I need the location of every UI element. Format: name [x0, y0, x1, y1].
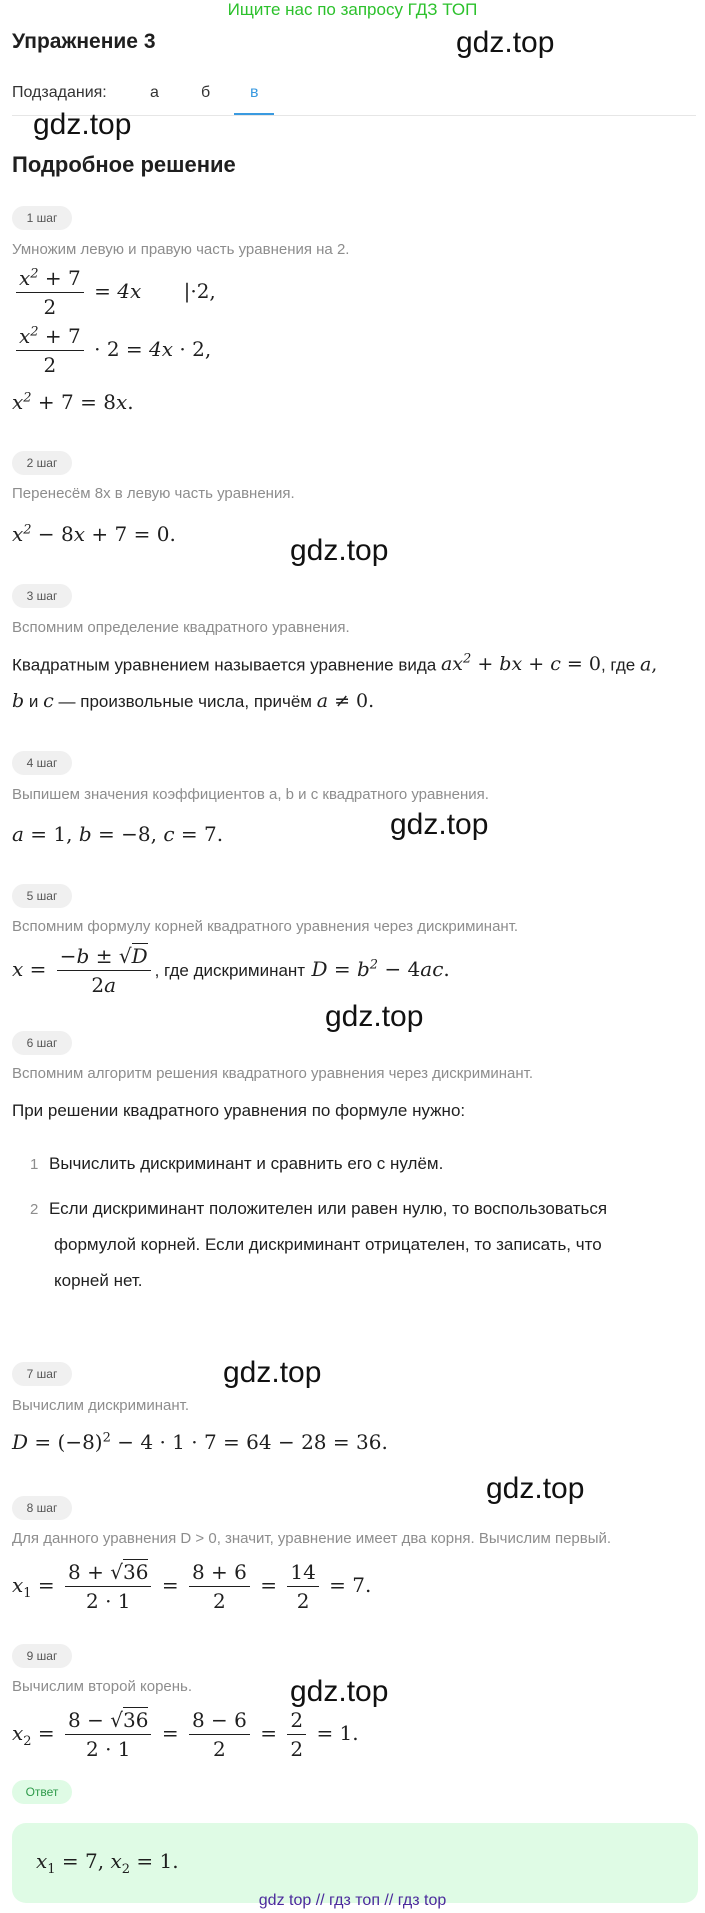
list-number: 1: [30, 1156, 39, 1173]
step-note: Для данного уравнения D > 0, значит, уравнение имеет два корня. Вычислим первый.: [12, 1530, 612, 1547]
step-badge: 6 шаг: [12, 1031, 72, 1055]
step-note: Умножим левую и правую часть уравнения на 2.: [12, 241, 350, 258]
list-item: корней нет.: [54, 1271, 143, 1290]
equation-line: $D = (-8)^2 - 4 \cdot 1 \cdot 7 = 64 - 28 = 36$.: [12, 1430, 388, 1454]
answer-badge: Ответ: [12, 1780, 72, 1804]
watermark: gdz.top: [290, 534, 389, 567]
step-note: Выпишем значения коэффициентов a, b и c квадратного уравнения.: [12, 786, 489, 803]
equation-line: $\frac{x^2 + 7}{2}$ = 4x |·2,: [12, 266, 216, 319]
step-note: Вспомним алгоритм решения квадратного уравнения через дискриминант.: [12, 1065, 534, 1082]
step-badge: 2 шаг: [12, 451, 72, 475]
list-item: формулой корней. Если дискриминант отрицателен, то записать, что: [54, 1235, 602, 1254]
watermark: gdz.top: [486, 1472, 585, 1505]
step-badge: 8 шаг: [12, 1496, 72, 1520]
tab-v[interactable]: в: [250, 84, 259, 101]
watermark: gdz.top: [390, 808, 489, 841]
step-note: Вспомним формулу корней квадратного уравнения через дискриминант.: [12, 918, 519, 935]
equation-line: a = 1, b = −8, c = 7.: [12, 822, 224, 846]
roots-formula: x = $\frac{-b \pm √D}{2a}$ , где дискриминант $D = b^2 - 4ac$.: [12, 944, 450, 997]
tab-b[interactable]: б: [201, 84, 211, 101]
algorithm-intro: При решении квадратного уравнения по формуле нужно:: [12, 1101, 466, 1120]
solution-heading: Подробное решение: [12, 152, 236, 177]
footer-links[interactable]: gdz top // гдз топ // гдз top: [258, 1892, 447, 1909]
watermark: gdz.top: [290, 1675, 389, 1708]
watermark: gdz.top: [456, 26, 555, 59]
watermark: gdz.top: [325, 1000, 424, 1033]
step-note: Перенесём 8x в левую часть уравнения.: [12, 485, 295, 502]
step-badge: 5 шаг: [12, 884, 72, 908]
equation-line: $x^2 + 7 = 8x$.: [12, 390, 134, 414]
equation-line: $\frac{x^2 + 7}{2}$ · 2 = 4x · 2,: [12, 324, 211, 377]
step-note: Вычислим дискриминант.: [12, 1397, 189, 1414]
top-banner[interactable]: Ищите нас по запросу ГДЗ ТОП: [227, 0, 478, 19]
exercise-title: Упражнение 3: [12, 30, 156, 53]
watermark: gdz.top: [223, 1356, 322, 1389]
step-badge: 7 шаг: [12, 1362, 72, 1386]
step-note: Вспомним определение квадратного уравнения.: [12, 619, 350, 636]
definition-line-1: Квадратным уравнением называется уравнение вида $ax^2$ + bx + c = 0, где a,: [12, 652, 658, 676]
step-badge: 3 шаг: [12, 584, 72, 608]
list-number: 2: [30, 1201, 39, 1218]
tab-a[interactable]: а: [150, 84, 159, 101]
step-note: Вычислим второй корень.: [12, 1678, 193, 1695]
list-item: Если дискриминант положителен или равен нулю, то воспользоваться: [49, 1199, 608, 1218]
list-item: Вычислить дискриминант и сравнить его с нулём.: [49, 1154, 444, 1173]
watermark: gdz.top: [33, 108, 132, 141]
equation-line: $x_2$ = $\frac{8 - √36}{2 \cdot 1}$ = $\frac{8 - 6}{2}$ = $\frac{2}{2}$ = 1.: [12, 1708, 359, 1761]
definition-line-2: b и c — произвольные числа, причём a ≠ 0.: [12, 690, 375, 712]
step-badge: 4 шаг: [12, 751, 72, 775]
equation-line: $x^2 - 8x + 7 = 0$.: [12, 522, 176, 546]
subtasks-label: Подзадания:: [12, 84, 107, 101]
equation-line: $x_1$ = $\frac{8 + √36}{2 \cdot 1}$ = $\frac{8 + 6}{2}$ = $\frac{14}{2}$ = 7.: [12, 1560, 372, 1613]
answer-equation: $x_1 = 7$, $x_2 = 1$.: [36, 1849, 179, 1877]
step-badge: 9 шаг: [12, 1644, 72, 1668]
step-badge: 1 шаг: [12, 206, 72, 230]
